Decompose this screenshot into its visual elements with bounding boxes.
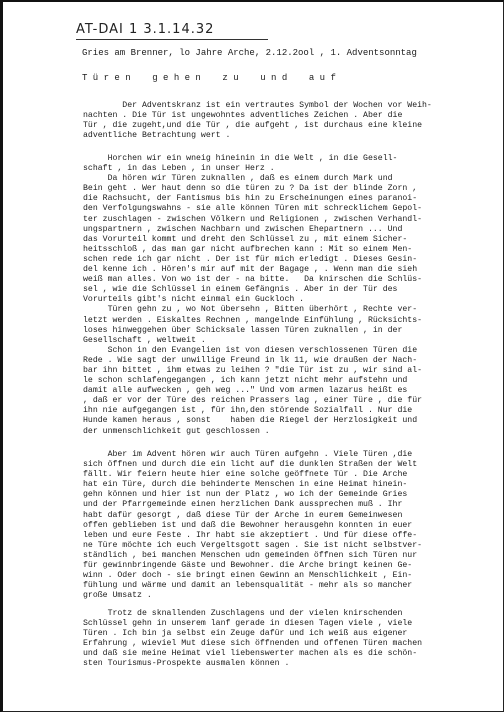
text-line: Hunde kamen heraus , sonst haben die Riegel der Herzlosigkeit und	[83, 416, 418, 426]
text-line: sich öffnen und durch die ein licht auf die dunklen Straßen der Welt	[83, 460, 418, 470]
text-line: Türen . Ich bin ja selbst ein Zeuge dafür und ich weiß aus eigener	[83, 629, 408, 639]
text-line: das Vorurteil kommt und dreht den Schlüssel zu , mit einem Sicher-	[83, 234, 408, 244]
text-line: Der Adventskranz ist ein vertrautes Symbol der Wochen vor Weih-	[83, 101, 432, 110]
text-line: ungspartnern , zwischen Nachbarn und zwischen Ehepartnern ... Und	[83, 224, 403, 234]
document-header: Gries am Brenner, lo Jahre Arche, 2.12.2ool , 1. Adventsonntag	[82, 48, 417, 58]
text-line: ihn nie aufgegangen ist , für ihn,den störende Sozialfall . Nur die	[83, 406, 413, 416]
text-line: gehn können und hier ist nun der Platz , wo ich der Gemeinde Gries	[83, 490, 408, 500]
text-line: und der Pfarrgemeinde einen herzlichen Dank aussprechen muß . Ihr	[83, 500, 403, 510]
text-line: schen rede ich gar nicht . Der ist für mich erledigt . Dieses Gesin-	[83, 254, 418, 264]
text-line: damit alle aufwecken , geh weg ..." Und vom armen lazarus heißt es	[83, 386, 408, 396]
text-line: fällt. Wir feiern heute hier eine solche geöffnete Tür . Die Arche	[83, 470, 408, 480]
text-line: Tür , die zugeht,und die Tür , die aufgeht , ist durchaus eine kleine	[83, 121, 423, 131]
text-line: Gesellschaft , weltweit .	[83, 335, 206, 345]
text-line: ne Türe möchte ich euch Vergeltsgott sagen . Sie ist nicht selbstver-	[83, 540, 423, 550]
text-line: le schon schlafengegangen , ich kann jetzt nicht mehr aufstehn und	[83, 376, 408, 386]
text-line: nachten . Die Tür ist ungewohntes adventliches Zeichen . Aber die	[83, 111, 403, 121]
text-line: sten Tourismus-Prospekte ausmalen können .	[83, 659, 290, 669]
text-line: habt dafür gesorgt , daß diese Tür der Arche in eurem Gemeinwesen	[83, 510, 403, 520]
text-line: Trotz de sknallenden Zuschlagens und der vielen knirschenden	[83, 609, 403, 618]
text-line: Erfahrung , wieviel Mut diese sich öffnenden und offenen Türen machen	[83, 639, 423, 649]
text-line: heitsschloß , das man gar nicht aufbrechen kann : Mit so einem Men-	[83, 244, 413, 254]
text-line: letzt werden . Eiskaltes Rechnen , mangelnde Einfühlung , Rücksichts-	[83, 315, 423, 325]
paragraph-1	[83, 101, 432, 141]
text-line: del kenne ich . Hören's mir auf mit der Bagage , . Wenn man die sieh	[83, 265, 418, 275]
text-line: den Verfolgungswahns - sie alle können Türen mit schrecklichem Gepol-	[83, 204, 423, 214]
text-line: loses hinweggehen über Schicksale lassen Türen zuknallen , in der	[83, 325, 403, 335]
text-line: adventliche Betrachtung wert .	[83, 131, 231, 141]
text-line: schaft , in das Leben , in unser Herz .	[83, 164, 275, 174]
text-line: ständlich , bei manchen Menschen udn gemeinden öffnen sich Türen nur	[83, 550, 418, 560]
text-line: der unmenschlichkeit gut geschlossen .	[83, 426, 270, 436]
text-line: Schlüssel gehn in unserem lanf gerade in diesen Tagen viele , viele	[83, 619, 413, 629]
text-line: , daß er vor der Türe des reichen Prassers lag , einer Türe , die für	[83, 396, 423, 406]
text-line: leben und eure Feste . Ihr habt sie akzeptiert . Und für diese offe-	[83, 530, 418, 540]
text-line: winn . Oder doch - sie bringt einen Gewinn an Menschlichkeit , Ein-	[83, 571, 413, 581]
text-line: Vorurteils gibt's nicht einmal ein Guckloch .	[83, 295, 305, 305]
text-line: und daß sie meine Heimat viel liebenswerter machen als es die schön-	[83, 649, 418, 659]
text-line: Aber im Advent hören wir auch Türen aufgehn . Viele Türen ,die	[83, 450, 413, 459]
text-line: Schon in den Evangelien ist von diesen verschlossenen Türen die	[83, 345, 418, 355]
text-line: für gewinnbringende Gäste und Bewohner. die Arche bringt keinen Ge-	[83, 561, 413, 571]
text-line: hat ein Türe, durch die behinderte Menschen in eine Heimat hinein-	[83, 480, 408, 490]
text-line: Da hören wir Türen zuknallen , daß es einem durch Mark und	[83, 174, 393, 184]
paragraph-2	[83, 154, 422, 437]
text-line: Türen gehn zu , wo Not übersehn , Bitten überhört , Rechte ver-	[83, 305, 418, 315]
text-line: ter zuschlagen - zwischen Völkern und Religionen , zwischen Verhandl-	[83, 214, 423, 224]
archive-stamp: AT-DAI 1 3.1.14.32	[76, 22, 215, 37]
paragraph-3	[83, 450, 422, 601]
text-line: bar ihn bittet , ihm etwas zu leihen ? "die Tür ist zu , wir sind al-	[83, 365, 423, 375]
text-line: sel , wie die Schlüssel in einem Gefängnis . Aber in der Tür des	[83, 285, 398, 295]
document-title: T ü r e n g e h e n z u u n d a u f	[82, 73, 336, 83]
text-line: Rede . Wie sagt der unwillige Freund in lk 11, wie draußen der Nach-	[83, 355, 418, 365]
text-line: weiß man alles. Von wo ist der - na bitte. Da knirschen die Schlüs-	[83, 275, 423, 285]
text-line: die Rachsucht, der Fantismus bis hin zu Erscheinungen eines paranoi-	[83, 194, 418, 204]
text-line: fühlung und wärme und damit an lebensqualität - mehr als so mancher	[83, 581, 413, 591]
stamp-underline	[76, 39, 268, 40]
text-line: Horchen wir ein wneig hineinin in die Welt , in die Gesell-	[83, 154, 398, 163]
text-line: offen geblieben ist und daß die Bewohner herausgehn konnten in euer	[83, 520, 413, 530]
text-line: große Umsatz .	[83, 591, 152, 601]
paragraph-4	[83, 609, 422, 670]
text-line: Bein geht . Wer haut denn so die türen zu ? Da ist der blinde Zorn ,	[83, 184, 418, 194]
